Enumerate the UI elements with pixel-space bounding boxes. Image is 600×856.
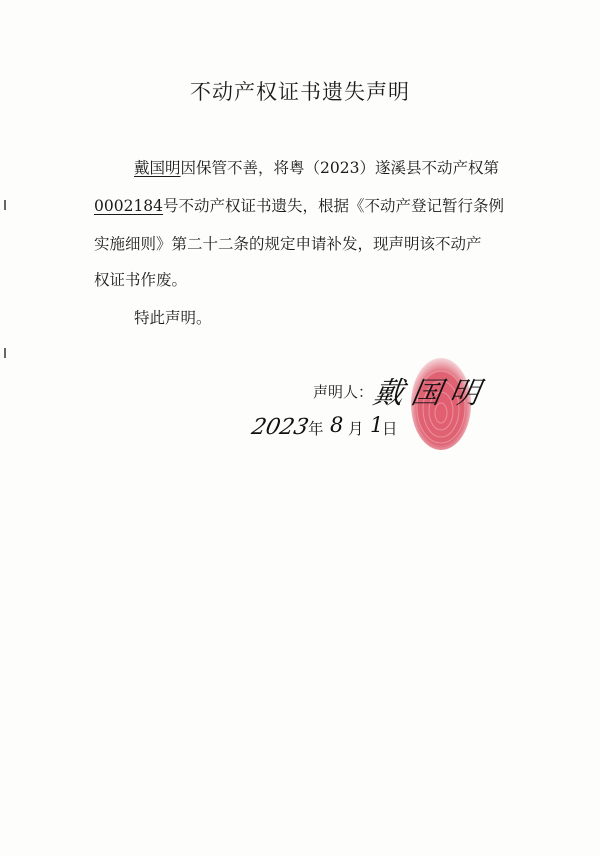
body-line-3 — [94, 232, 482, 254]
certificate-number: 0002184 — [94, 197, 164, 215]
date-day-unit: 日 — [382, 420, 398, 438]
body-line-2 — [94, 194, 504, 216]
body-line-4 — [94, 268, 187, 290]
closing-statement: 特此声明。 — [134, 309, 212, 327]
date-month-unit: 月 — [348, 420, 364, 438]
body-line-3-text: 实施细则》第二十二条的规定申请补发，现声明该不动产 — [94, 235, 482, 253]
scan-edge-mark — [4, 348, 6, 358]
document-title: 不动产权证书遗失声明 — [190, 80, 410, 104]
date-month-handwritten: 8 — [330, 413, 344, 437]
date-year-unit: 年 — [308, 420, 324, 438]
body-line-1-text: 因保管不善，将粤（2023）遂溪县不动产权第 — [180, 159, 499, 177]
body-line-4-text: 权证书作废。 — [94, 271, 188, 289]
handwritten-signature: 戴国明 — [370, 376, 491, 411]
body-line-1 — [134, 156, 499, 178]
body-line-2-text: 号不动产权证书遗失，根据《不动产登记暂行条例 — [163, 197, 505, 215]
date-year-handwritten: 2023 — [249, 415, 311, 440]
date-day-handwritten: 1 — [370, 413, 384, 437]
declarant-label: 声明人： — [313, 383, 374, 401]
owner-name: 戴国明 — [134, 159, 181, 177]
scan-edge-mark — [4, 200, 6, 210]
